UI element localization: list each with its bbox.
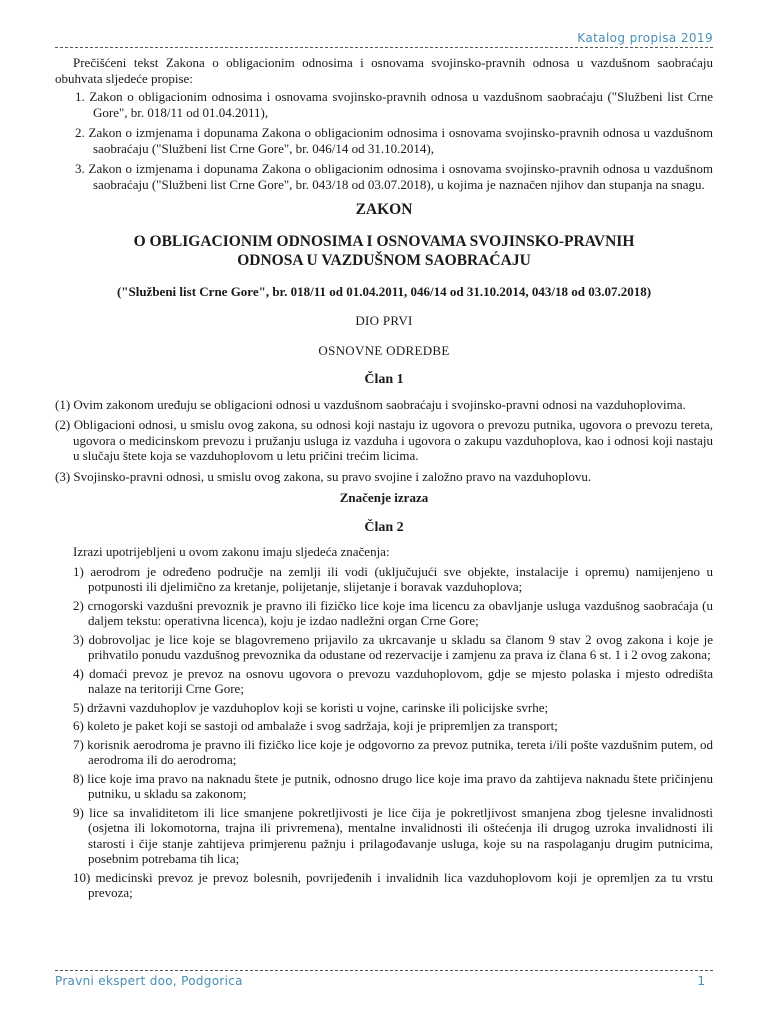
- catalog-header-title: Katalog propisa 2019: [577, 31, 713, 45]
- gazette-reference: ("Službeni list Crne Gore", br. 018/11 od 01.04.2011, 046/14 od 31.10.2014, 043/18 od 03.07.2018): [116, 283, 652, 299]
- header-divider: [55, 47, 713, 48]
- definition-item: 7) korisnik aerodroma je pravno ili fizičko lice koje je odgovorno za prevoz putnika, tereta i/ili pošte vazdušnim putem, od aerodroma ili do aerodroma;: [73, 736, 713, 767]
- definition-item: 8) lice koje ima pravo na naknadu štete je putnik, odnosno drugo lice koje ima pravo da zahtijeva naknadu štete pričinjenu putniku, u skladu sa zakonom;: [73, 770, 713, 801]
- law-title-line-2: ODNOSA U VAZDUŠNOM SAOBRAĆAJU: [237, 251, 531, 269]
- footer-divider: [55, 970, 713, 971]
- section-heading: OSNOVNE ODREDBE: [318, 342, 450, 358]
- list-item: 3. Zakon o izmjenama i dopunama Zakona o obligacionim odnosima i osnovama svojinsko-pravnih odnosa u vazdušnom saobraćaju ("Službeni list Crne Gore", br. 043/18 od 03.07.2018), u kojima je naznačen njihov dan stupanja na snagu.: [75, 161, 713, 192]
- article-2-title: Član 2: [364, 519, 404, 535]
- article-1-paragraph: (2) Obligacioni odnosi, u smislu ovog zakona, su odnosi koji nastaju iz ugovora o prevozu putnika, ugovora o prevozu tereta, ugovora o medicinskom prevozu i pružanju usluga iz vazduha i ugovora o zakupu vazduhoplova, kao i odnosi koji nastaju u slučaju štete koja se vazduhoplovom u letu pričini trećim licima.: [55, 417, 713, 463]
- list-item: 2. Zakon o izmjenama i dopunama Zakona o obligacionim odnosima i osnovama svojinsko-pravnih odnosa u vazdušnom saobraćaju ("Službeni list Crne Gore", br. 046/14 od 31.10.2014),: [75, 125, 713, 156]
- definitions-list: [55, 564, 713, 901]
- definition-item: 2) crnogorski vazdušni prevoznik je pravno ili fizičko lice koje ima licencu za obavljanje usluga vazdušnog saobraćaja (u daljem tekstu: operativna licenca), koju je izdao nadležni organ Crne Gore;: [73, 597, 713, 628]
- intro-paragraph: Prečišćeni tekst Zakona o obligacionim odnosima i osnovama svojinsko-pravnih odnosa u vazdušnom saobraćaju obuhvata sljedeće propise:: [55, 55, 713, 86]
- document-body: [55, 55, 713, 904]
- law-heading: ZAKON: [355, 201, 413, 218]
- definition-item: 6) koleto je paket koji se sastoji od ambalaže i svog sadržaja, koji je pripremljen za transport;: [73, 718, 558, 733]
- definition-item: 9) lice sa invaliditetom ili lice smanjene pokretljivosti je lice čija je pokretljivost smanjena zbog tjelesne invalidnosti (osjetna ili lokomotorna, trajna ili privremena), mentalne invalidnosti ili oštećenja ili drugog uzroka invalidnosti ili starosti i čije stanje zahtijeva primjerenu pažnju i prilagođavanje usluga, koje su na raspolaganju drugim putnicima, posebnim potrebama tih lica;: [73, 804, 713, 866]
- part-heading: DIO PRVI: [355, 313, 413, 328]
- intro-regulations-list: [55, 89, 713, 192]
- article-1-paragraph: (3) Svojinsko-pravni odnosi, u smislu ovog zakona, su pravo svojine i založno pravo na vazduhoplovu.: [55, 468, 592, 484]
- definition-item: 1) aerodrom je određeno područje na zemlji ili vodi (uključujući sve objekte, instalacije i opremu) namijenjeno u potpunosti ili djelimično za kretanje, polijetanje, slijetanje i boravak vazduhoplova;: [73, 563, 713, 594]
- definition-item: 5) državni vazduhoplov je vazduhoplov koji se koristi u vojne, carinske ili policijske svrhe;: [73, 699, 549, 715]
- article-1-paragraph: (1) Ovim zakonom uređuju se obligacioni odnosi u vazdušnom saobraćaju i svojinsko-pravni odnosi na vazduhoplovima.: [55, 396, 686, 412]
- article-2-lead: Izrazi upotrijebljeni u ovom zakonu imaju sljedeća značenja:: [73, 544, 390, 559]
- article-2-subheading: Značenje izraza: [339, 490, 429, 505]
- definition-item: 10) medicinski prevoz je prevoz bolesnih, povrijeđenih i invalidnih lica vazduhoplovom koji je opremljen za tu vrstu prevoza;: [73, 869, 713, 900]
- list-item: 1. Zakon o obligacionim odnosima i osnovama svojinsko-pravnih odnosa u vazdušnom saobraćaju ("Službeni list Crne Gore", br. 018/11 od 01.04.2011),: [75, 89, 713, 120]
- law-title: [55, 232, 713, 270]
- article-1-title: Član 1: [364, 372, 404, 387]
- law-title-line-1: O OBLIGACIONIM ODNOSIMA I OSNOVAMA SVOJINSKO-PRAVNIH: [133, 232, 635, 250]
- definition-item: 4) domaći prevoz je prevoz na osnovu ugovora o prevozu vazduhoplovom, gdje se mjesto polaska i mjesto odredišta nalaze na teritoriji Crne Gore;: [73, 665, 713, 696]
- definition-item: 3) dobrovoljac je lice koje se blagovremeno prijavilo za ukrcavanje u skladu sa članom 9 stav 2 ovog zakona i koje je prihvatilo ponudu vazdušnog prevoznika da odustane od rezervacije i zamjenu za prava iz člana 6 st. 1 i 2 ovog zakona;: [73, 631, 713, 662]
- footer-publisher: Pravni ekspert doo, Podgorica: [55, 974, 243, 988]
- page-number: 1: [697, 974, 705, 988]
